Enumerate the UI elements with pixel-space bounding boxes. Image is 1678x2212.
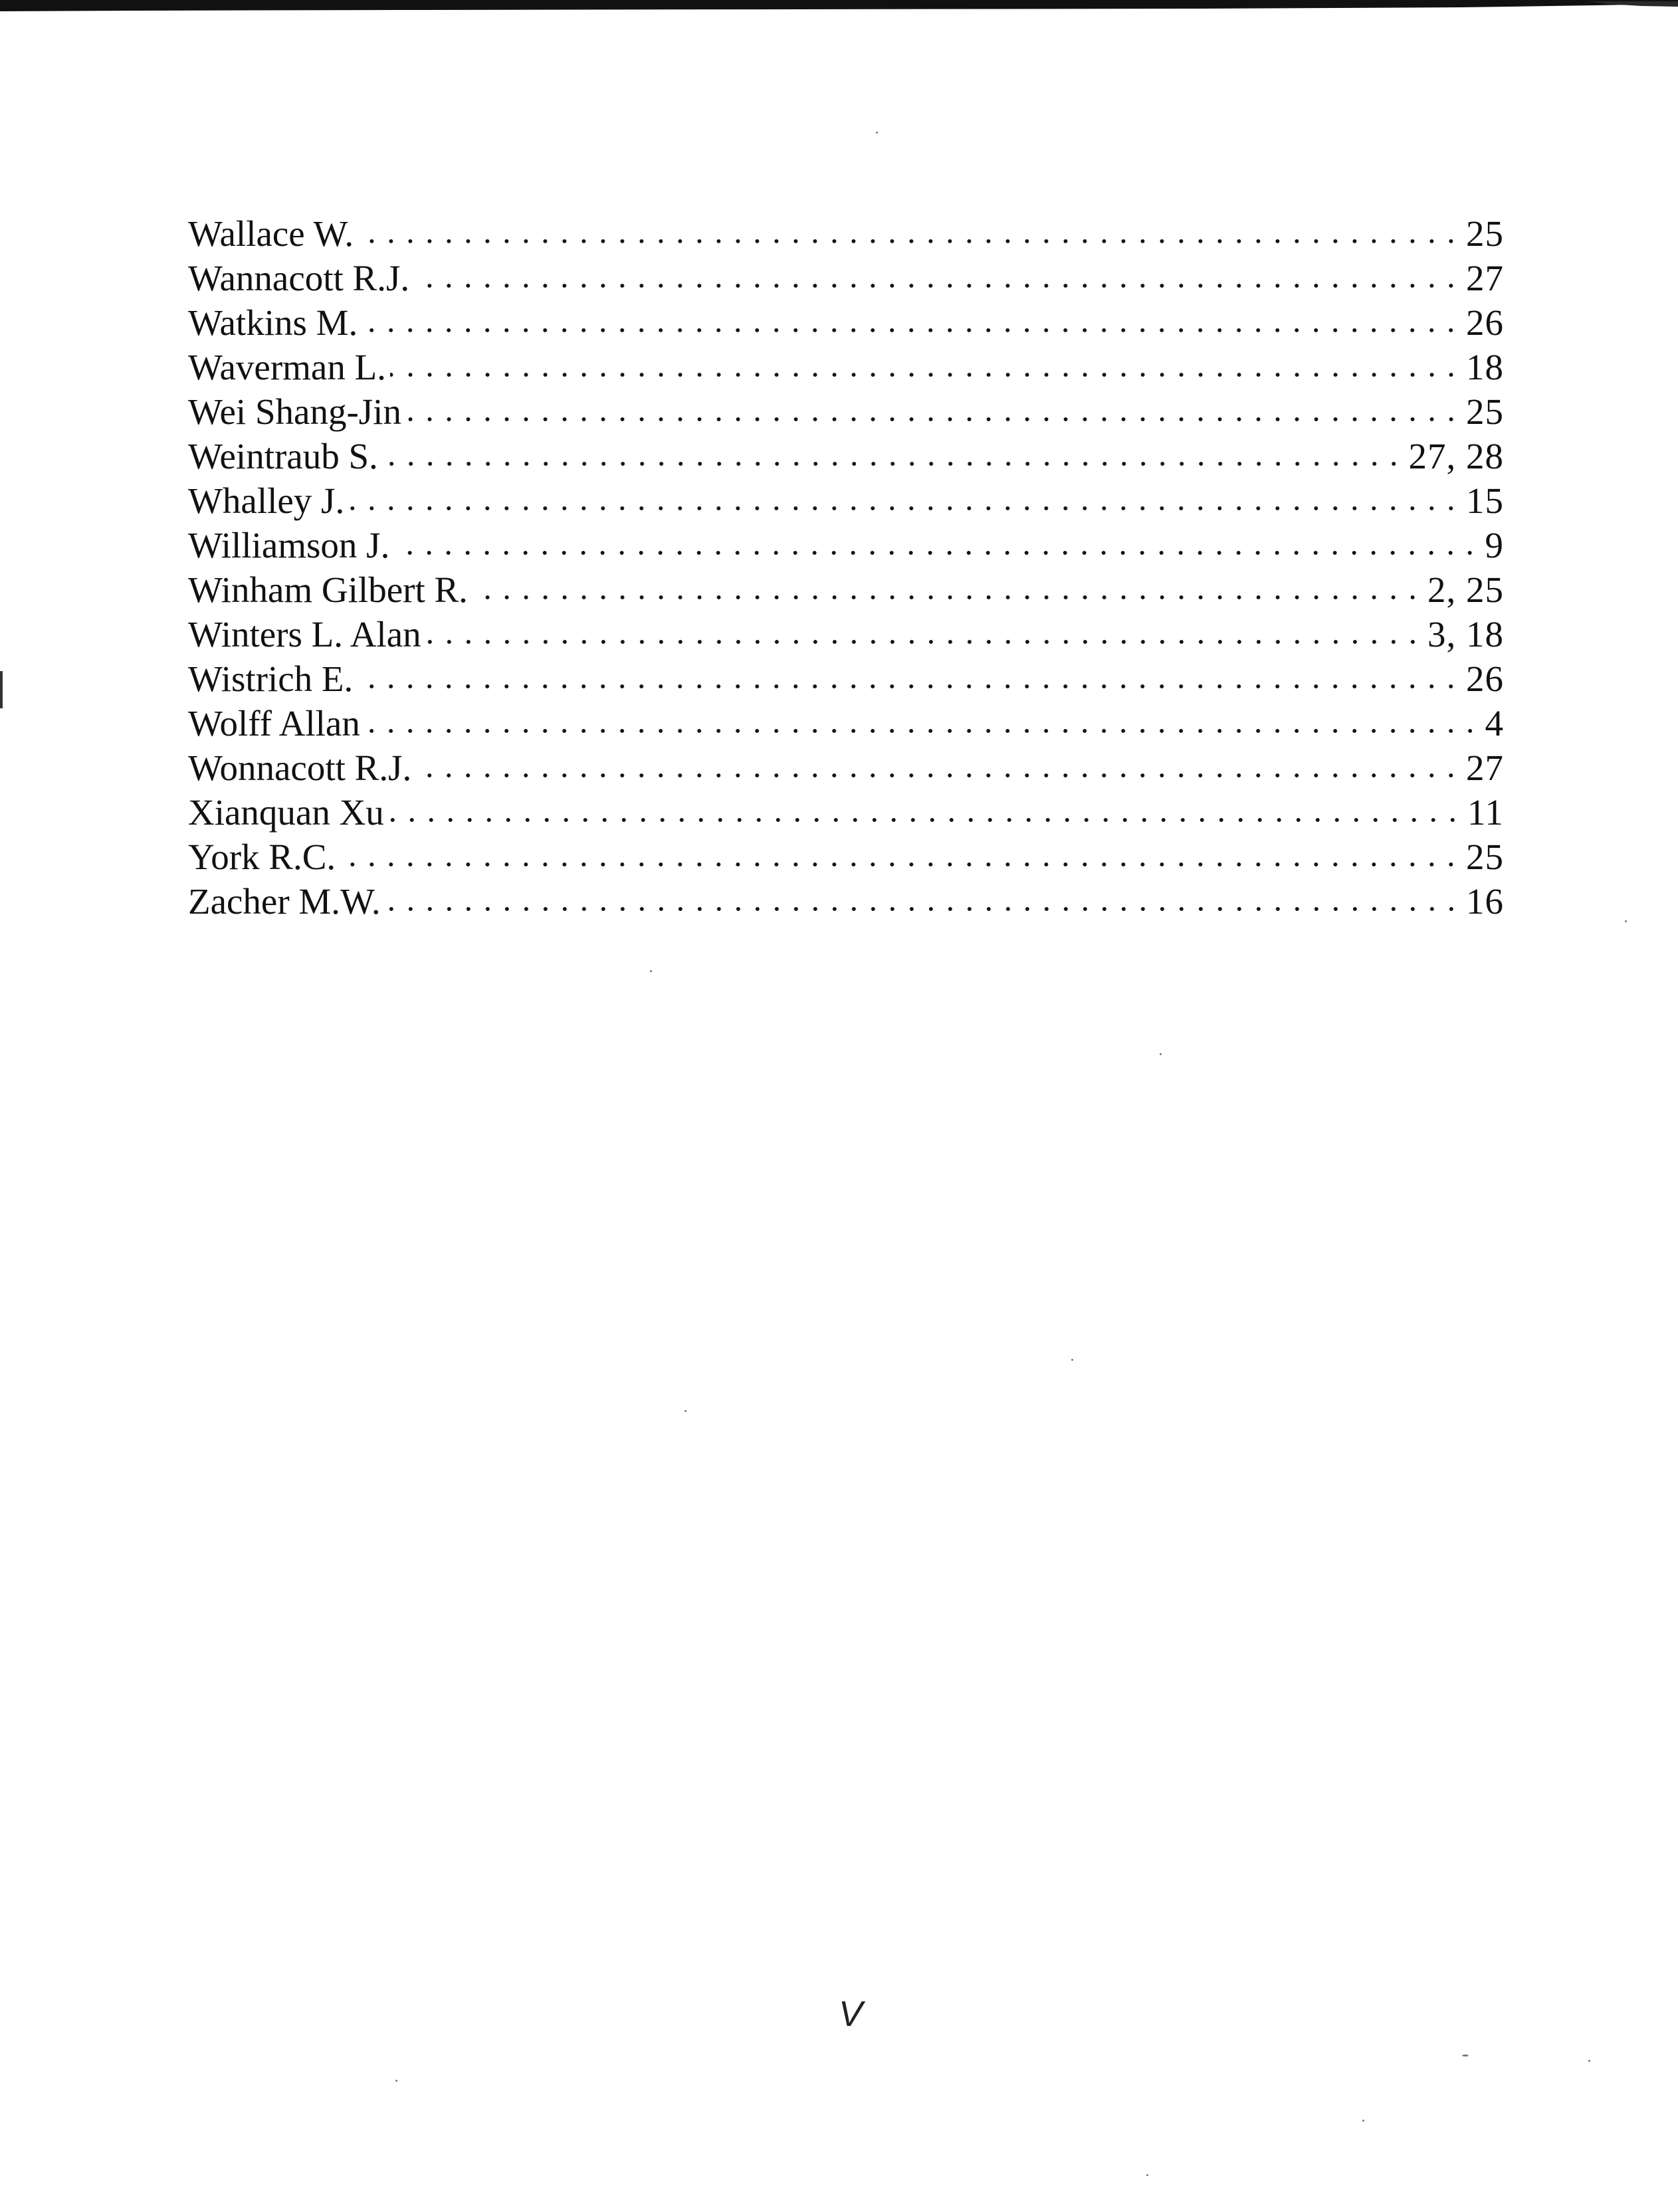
author-name: Wolff Allan bbox=[188, 703, 360, 744]
page-references: 25 bbox=[1466, 213, 1504, 254]
index-entry bbox=[188, 345, 1504, 389]
author-name: Wannacott R.J. bbox=[188, 258, 410, 298]
scan-speck bbox=[1625, 920, 1627, 922]
dot-leader bbox=[362, 327, 1461, 334]
page-number: V bbox=[839, 1994, 863, 2034]
index-entry bbox=[188, 523, 1504, 567]
author-index-list bbox=[188, 211, 1504, 924]
index-entry bbox=[188, 256, 1504, 300]
author-name: Watkins M. bbox=[188, 302, 358, 343]
dot-leader bbox=[390, 371, 1461, 378]
scan-speck bbox=[1071, 1359, 1073, 1361]
dot-leader bbox=[382, 460, 1404, 467]
author-name: Wonnacott R.J. bbox=[188, 748, 412, 788]
dot-leader bbox=[405, 416, 1461, 423]
dot-leader bbox=[358, 238, 1461, 245]
dot-leader bbox=[348, 505, 1461, 512]
page-references: 26 bbox=[1466, 658, 1504, 699]
index-entry bbox=[188, 300, 1504, 345]
index-entry bbox=[188, 701, 1504, 746]
index-entry bbox=[188, 746, 1504, 790]
author-name: Winham Gilbert R. bbox=[188, 569, 468, 610]
scan-speck bbox=[1362, 2120, 1364, 2122]
index-entry bbox=[188, 835, 1504, 879]
author-name: Wei Shang-Jin bbox=[188, 391, 401, 432]
page-references: 9 bbox=[1485, 525, 1504, 565]
author-name: Wallace W. bbox=[188, 213, 354, 254]
author-name: Winters L. Alan bbox=[188, 614, 421, 654]
scan-speck bbox=[395, 2080, 397, 2082]
dot-leader bbox=[472, 594, 1422, 601]
page-references: 26 bbox=[1466, 302, 1504, 343]
author-name: Zacher M.W. bbox=[188, 881, 381, 922]
index-entry bbox=[188, 656, 1504, 701]
page-references: 25 bbox=[1466, 837, 1504, 877]
index-entry bbox=[188, 389, 1504, 434]
dot-leader bbox=[425, 639, 1422, 645]
author-name: Whalley J. bbox=[188, 480, 345, 521]
dot-leader bbox=[388, 817, 1462, 823]
index-entry bbox=[188, 567, 1504, 612]
page-references: 18 bbox=[1466, 347, 1504, 387]
author-name: Weintraub S. bbox=[188, 436, 378, 476]
scan-speck bbox=[1160, 1053, 1162, 1055]
author-name: Williamson J. bbox=[188, 525, 390, 565]
page-references: 27 bbox=[1466, 258, 1504, 298]
page-references: 27, 28 bbox=[1408, 436, 1504, 476]
author-name: Wistrich E. bbox=[188, 658, 354, 699]
scan-top-edge-bar bbox=[0, 0, 1678, 12]
index-entry bbox=[188, 879, 1504, 924]
dot-leader bbox=[413, 282, 1461, 289]
scan-speck bbox=[876, 132, 878, 134]
dot-leader bbox=[357, 683, 1461, 690]
index-entry bbox=[188, 478, 1504, 523]
scan-speck bbox=[1588, 2060, 1590, 2062]
scan-speck bbox=[684, 1410, 686, 1412]
dot-leader bbox=[385, 906, 1461, 912]
page-references: 3, 18 bbox=[1427, 614, 1504, 654]
page-references: 15 bbox=[1466, 480, 1504, 521]
dot-leader bbox=[364, 728, 1480, 734]
index-entry bbox=[188, 434, 1504, 478]
page-references: 2, 25 bbox=[1427, 569, 1504, 610]
scan-speck bbox=[1462, 2055, 1469, 2057]
dot-leader bbox=[393, 550, 1479, 556]
scan-speck bbox=[650, 970, 652, 972]
page-references: 27 bbox=[1466, 748, 1504, 788]
scan-speck bbox=[1146, 2174, 1148, 2176]
index-entry bbox=[188, 211, 1504, 256]
index-entry bbox=[188, 612, 1504, 656]
dot-leader bbox=[340, 861, 1461, 868]
page-references: 16 bbox=[1466, 881, 1504, 922]
author-name: Waverman L. bbox=[188, 347, 386, 387]
author-name: York R.C. bbox=[188, 837, 336, 877]
dot-leader bbox=[415, 772, 1461, 779]
index-entry bbox=[188, 790, 1504, 835]
page-references: 11 bbox=[1467, 792, 1504, 833]
author-name: Xianquan Xu bbox=[188, 792, 384, 833]
scan-edge-mark bbox=[0, 671, 3, 708]
page-references: 4 bbox=[1485, 703, 1504, 744]
page-references: 25 bbox=[1466, 391, 1504, 432]
